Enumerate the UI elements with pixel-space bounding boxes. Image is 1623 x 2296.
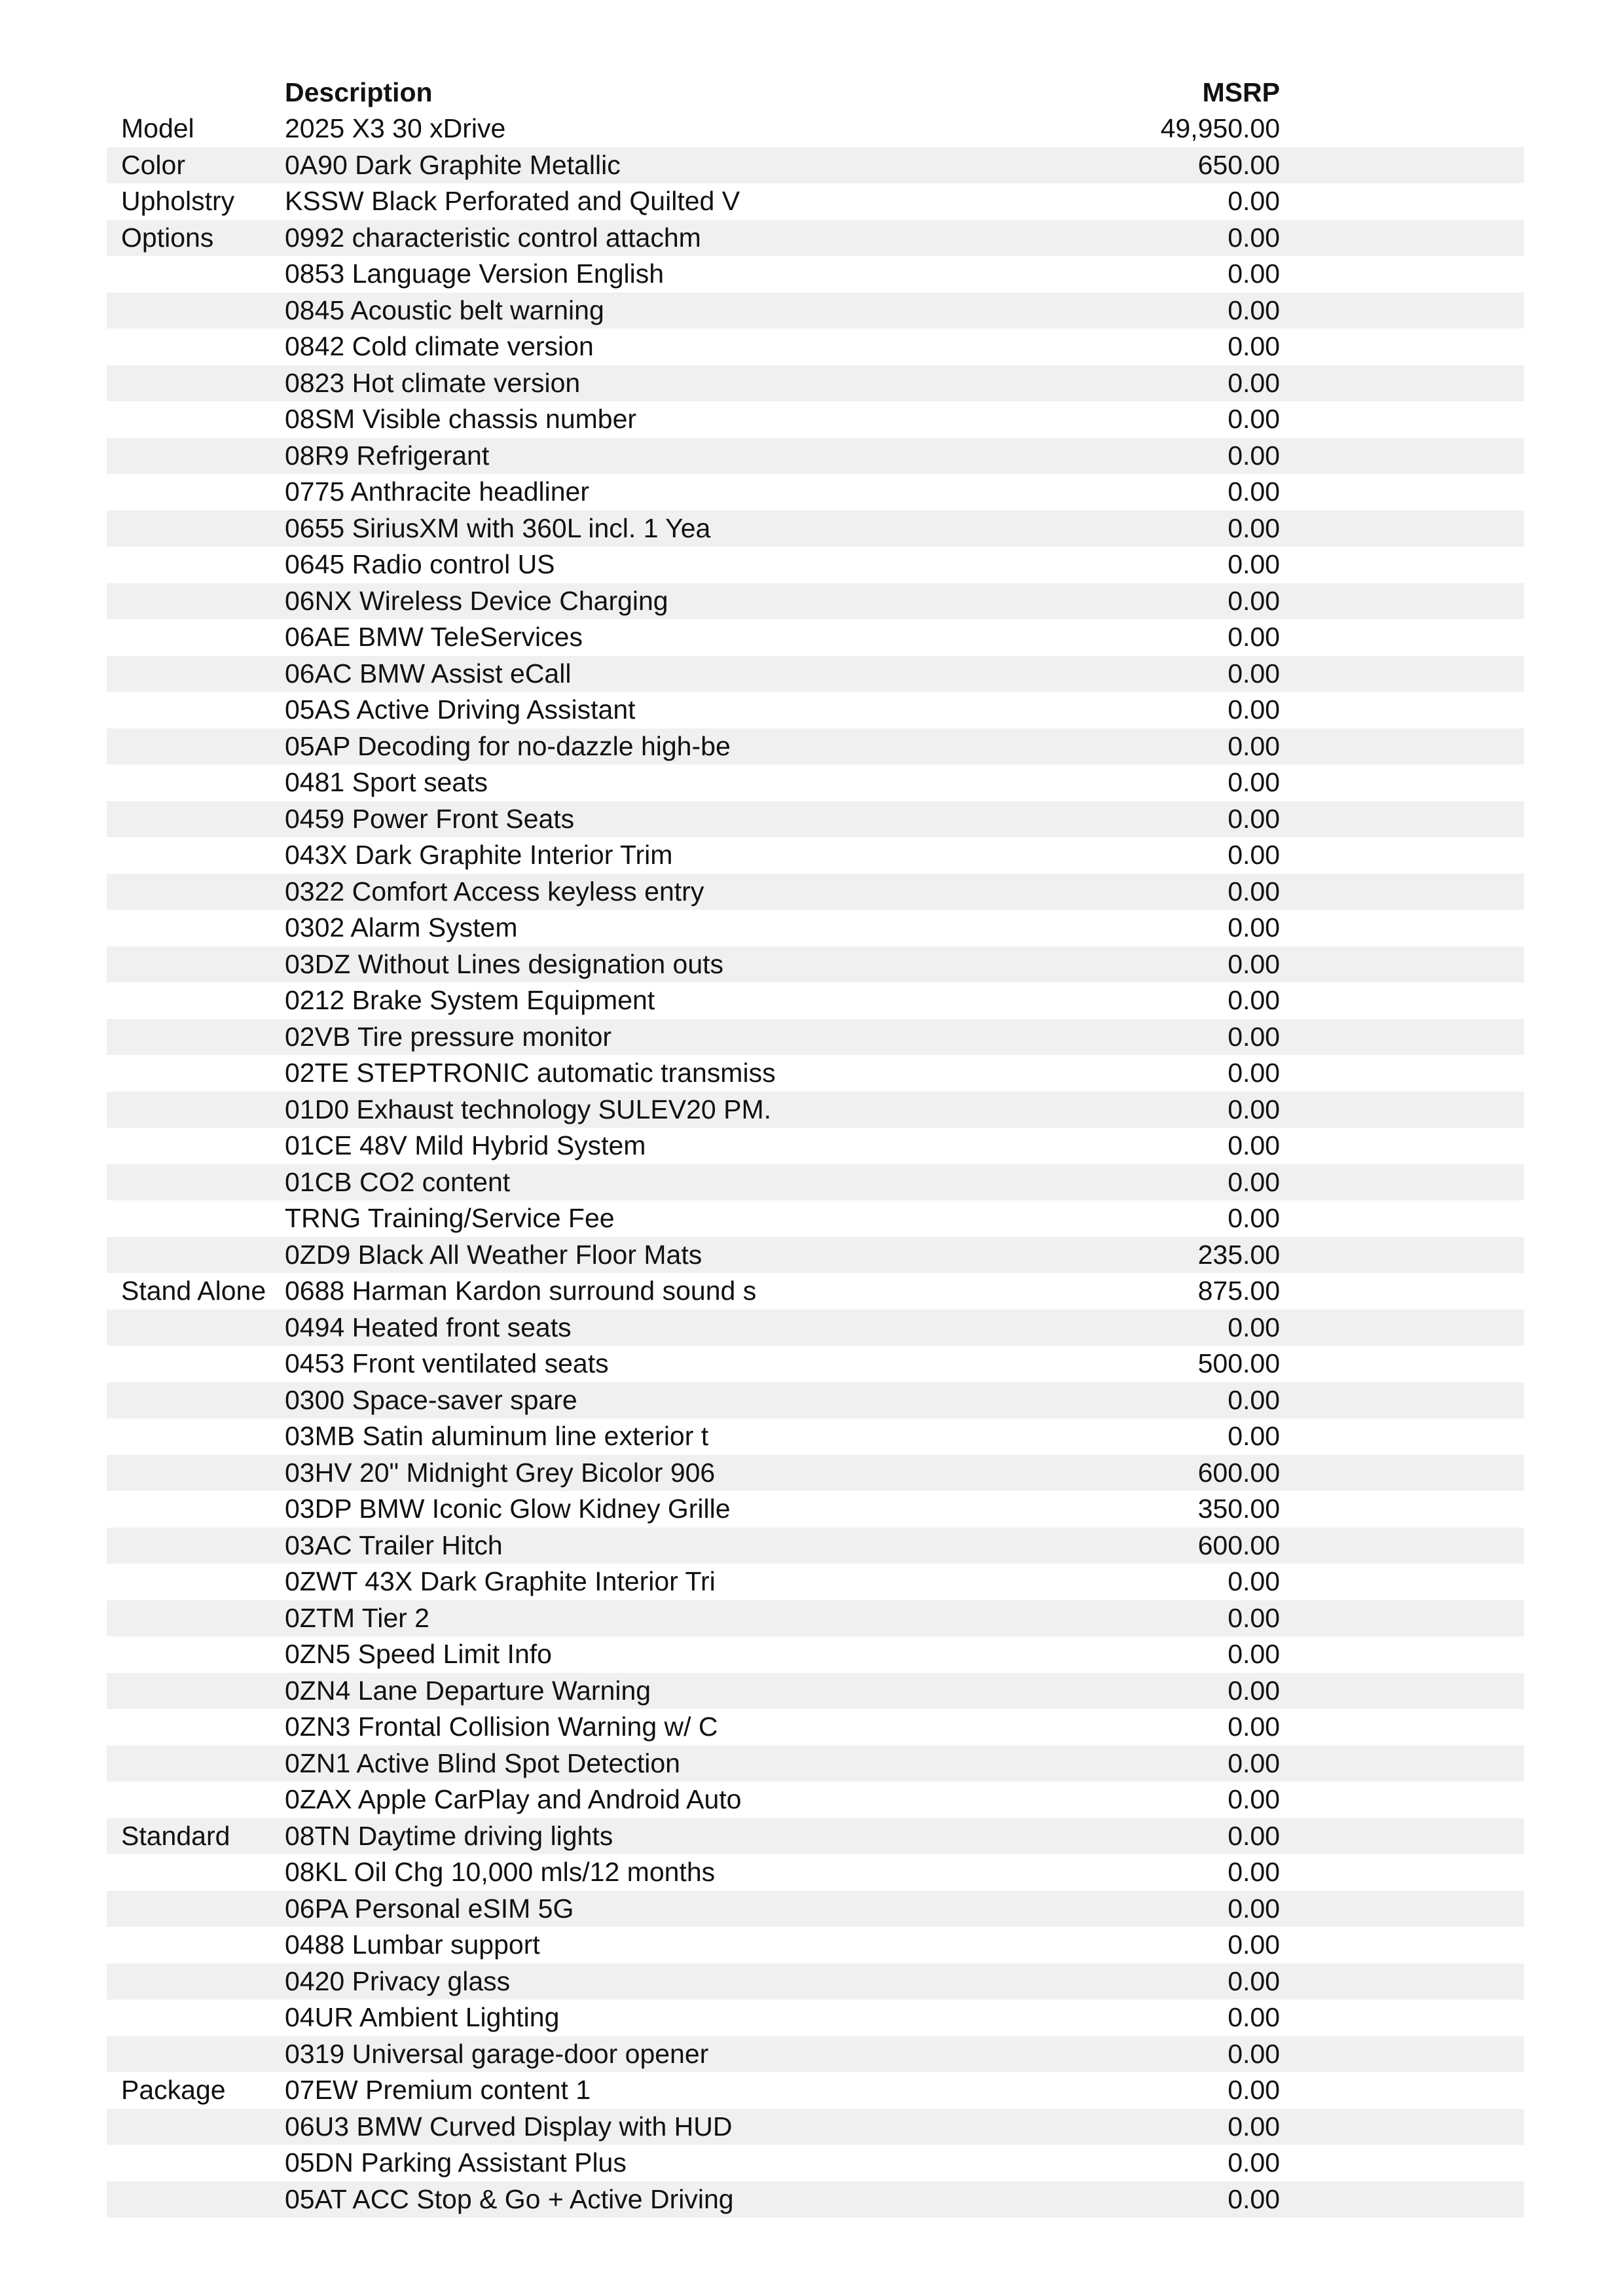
row-description: 02VB Tire pressure monitor [285,1021,612,1052]
row-msrp: 0.00 [1228,876,1280,906]
table-row [107,329,1524,365]
table-row [107,1019,1524,1056]
header-description: Description [285,77,433,107]
row-msrp: 0.00 [1228,985,1280,1015]
row-description: 0302 Alarm System [285,912,518,942]
row-description: 05AP Decoding for no-dazzle high-be [285,730,731,761]
row-msrp: 0.00 [1228,585,1280,616]
row-category: Stand Alone [121,1276,266,1306]
table-row [107,365,1524,402]
row-category: Options [121,222,214,253]
table-row [107,2072,1524,2109]
table-row [107,438,1524,475]
table-row [107,2036,1524,2073]
row-msrp: 0.00 [1228,1566,1280,1596]
row-description: 0ZAX Apple CarPlay and Android Auto [285,1784,742,1814]
row-msrp: 0.00 [1228,1166,1280,1197]
table-row [107,728,1524,765]
table-row [107,1673,1524,1710]
row-msrp: 600.00 [1197,1457,1280,1488]
row-description: 0655 SiriusXM with 360L incl. 1 Yea [285,512,711,543]
row-msrp: 0.00 [1228,1675,1280,1706]
table-row [107,764,1524,801]
row-msrp: 0.00 [1228,1929,1280,1960]
row-description: 0322 Comfort Access keyless entry [285,876,704,906]
row-description: 0645 Radio control US [285,549,555,579]
table-row [107,910,1524,946]
table-row [107,547,1524,583]
row-description: 0ZN4 Lane Departure Warning [285,1675,651,1706]
row-description: 03MB Satin aluminum line exterior t [285,1421,709,1451]
row-description: 0300 Space-saver spare [285,1384,577,1415]
row-description: KSSW Black Perforated and Quilted V [285,186,740,216]
row-description: 0420 Privacy glass [285,1965,511,1996]
row-msrp: 0.00 [1228,948,1280,979]
table-row [107,1200,1524,1237]
row-msrp: 0.00 [1228,512,1280,543]
table-row [107,1854,1524,1891]
row-description: 2025 X3 30 xDrive [285,113,506,143]
table-row [107,583,1524,620]
row-msrp: 0.00 [1228,840,1280,870]
table-row [107,837,1524,874]
row-description: 043X Dark Graphite Interior Trim [285,840,673,870]
row-msrp: 650.00 [1197,149,1280,180]
table-row [107,946,1524,983]
row-description: 0ZWT 43X Dark Graphite Interior Tri [285,1566,716,1596]
row-msrp: 0.00 [1228,694,1280,725]
row-msrp: 0.00 [1228,476,1280,507]
row-msrp: 0.00 [1228,404,1280,434]
table-row [107,1237,1524,1274]
table-row [107,1092,1524,1128]
row-msrp: 875.00 [1197,1276,1280,1306]
row-description: 04UR Ambient Lighting [285,2002,560,2032]
row-msrp: 0.00 [1228,2038,1280,2069]
table-row [107,2145,1524,2181]
row-description: 03AC Trailer Hitch [285,1530,503,1560]
row-description: 08TN Daytime driving lights [285,1820,613,1851]
table-row [107,619,1524,656]
table-row [107,874,1524,910]
row-msrp: 0.00 [1228,730,1280,761]
table-row [107,1164,1524,1201]
row-description: 06U3 BMW Curved Display with HUD [285,2111,733,2142]
row-msrp: 0.00 [1228,1421,1280,1451]
table-row [107,511,1524,547]
row-description: 0842 Cold climate version [285,331,594,361]
row-msrp: 0.00 [1228,259,1280,289]
table-row [107,1564,1524,1600]
row-description: 0A90 Dark Graphite Metallic [285,149,621,180]
row-category: Package [121,2075,226,2105]
table-row [107,1055,1524,1092]
row-description: 06AE BMW TeleServices [285,622,583,652]
table-row [107,801,1524,838]
row-description: 0453 Front ventilated seats [285,1348,609,1378]
row-msrp: 0.00 [1228,1712,1280,1742]
row-description: 0481 Sport seats [285,767,488,797]
table-row [107,401,1524,438]
row-description: 0ZN1 Active Blind Spot Detection [285,1748,680,1778]
row-msrp: 0.00 [1228,295,1280,325]
row-msrp: 0.00 [1228,549,1280,579]
row-description: 0688 Harman Kardon surround sound s [285,1276,757,1306]
table-row [107,1927,1524,1964]
table-row [107,1600,1524,1637]
row-category: Model [121,113,194,143]
row-description: 0494 Heated front seats [285,1312,572,1342]
row-description: 01CE 48V Mild Hybrid System [285,1130,646,1160]
row-description: 03DP BMW Iconic Glow Kidney Grille [285,1494,731,1524]
table-header [107,75,1524,111]
row-msrp: 0.00 [1228,1820,1280,1851]
table-row [107,1528,1524,1564]
row-msrp: 0.00 [1228,222,1280,253]
table-row [107,474,1524,511]
table-body [107,111,1524,2217]
row-description: 03HV 20" Midnight Grey Bicolor 906 [285,1457,716,1488]
row-description: 02TE STEPTRONIC automatic transmiss [285,1058,776,1088]
row-description: 0ZTM Tier 2 [285,1602,429,1633]
row-description: TRNG Training/Service Fee [285,1203,615,1233]
row-msrp: 0.00 [1228,1058,1280,1088]
row-description: 0ZN3 Frontal Collision Warning w/ C [285,1712,718,1742]
table-row [107,692,1524,728]
row-description: 06AC BMW Assist eCall [285,658,572,689]
table-row [107,1273,1524,1310]
table-row [107,1746,1524,1782]
row-description: 0ZN5 Speed Limit Info [285,1639,552,1669]
row-msrp: 235.00 [1197,1239,1280,1270]
header-msrp: MSRP [1202,77,1280,107]
row-msrp: 500.00 [1197,1348,1280,1378]
row-msrp: 0.00 [1228,440,1280,471]
row-msrp: 0.00 [1228,2111,1280,2142]
row-description: 01CB CO2 content [285,1166,511,1197]
row-msrp: 0.00 [1228,367,1280,398]
row-description: 0488 Lumbar support [285,1929,540,1960]
row-msrp: 0.00 [1228,2075,1280,2105]
row-msrp: 0.00 [1228,1639,1280,1669]
row-msrp: 0.00 [1228,1130,1280,1160]
table-row [107,2109,1524,2145]
row-category: Upholstry [121,186,235,216]
table-row [107,1491,1524,1528]
table-row [107,111,1524,147]
row-msrp: 0.00 [1228,2002,1280,2032]
table-row [107,2000,1524,2036]
row-description: 06NX Wireless Device Charging [285,585,668,616]
row-description: 08SM Visible chassis number [285,404,637,434]
row-msrp: 0.00 [1228,622,1280,652]
row-description: 05AT ACC Stop & Go + Active Driving [285,2183,734,2214]
row-msrp: 600.00 [1197,1530,1280,1560]
row-msrp: 0.00 [1228,1965,1280,1996]
table-row [107,656,1524,692]
row-msrp: 0.00 [1228,1857,1280,1887]
row-description: 0459 Power Front Seats [285,803,575,834]
row-msrp: 0.00 [1228,331,1280,361]
row-description: 07EW Premium content 1 [285,2075,591,2105]
row-category: Color [121,149,185,180]
table-row [107,1382,1524,1419]
row-msrp: 0.00 [1228,1384,1280,1415]
row-description: 08KL Oil Chg 10,000 mls/12 months [285,1857,716,1887]
row-msrp: 0.00 [1228,767,1280,797]
table-row [107,256,1524,293]
row-msrp: 0.00 [1228,1602,1280,1633]
row-description: 0853 Language Version English [285,259,665,289]
row-msrp: 0.00 [1228,1203,1280,1233]
row-msrp: 0.00 [1228,912,1280,942]
table-row [107,183,1524,220]
row-category: Standard [121,1820,230,1851]
table-row [107,1964,1524,2000]
table-row [107,1310,1524,1346]
row-description: 0823 Hot climate version [285,367,581,398]
row-description: 01D0 Exhaust technology SULEV20 PM. [285,1094,771,1124]
row-description: 0ZD9 Black All Weather Floor Mats [285,1239,702,1270]
price-table [107,75,1524,2217]
table-row [107,1782,1524,1818]
row-description: 0319 Universal garage-door opener [285,2038,709,2069]
row-msrp: 350.00 [1197,1494,1280,1524]
row-description: 0992 characteristic control attachm [285,222,701,253]
table-row [107,1455,1524,1492]
row-description: 0845 Acoustic belt warning [285,295,604,325]
table-row [107,293,1524,329]
table-row [107,1818,1524,1855]
row-msrp: 0.00 [1228,803,1280,834]
table-row [107,1636,1524,1673]
row-msrp: 0.00 [1228,658,1280,689]
row-msrp: 0.00 [1228,2147,1280,2178]
table-row [107,982,1524,1019]
table-row [107,1891,1524,1928]
row-description: 08R9 Refrigerant [285,440,490,471]
row-msrp: 0.00 [1228,2183,1280,2214]
row-msrp: 0.00 [1228,1893,1280,1924]
table-row [107,1128,1524,1164]
table-row [107,2181,1524,2218]
row-msrp: 0.00 [1228,186,1280,216]
row-msrp: 0.00 [1228,1094,1280,1124]
row-description: 03DZ Without Lines designation outs [285,948,724,979]
row-msrp: 0.00 [1228,1784,1280,1814]
table-row [107,220,1524,257]
row-description: 06PA Personal eSIM 5G [285,1893,574,1924]
row-description: 0212 Brake System Equipment [285,985,655,1015]
row-description: 05AS Active Driving Assistant [285,694,636,725]
row-description: 0775 Anthracite headliner [285,476,590,507]
table-row [107,1346,1524,1382]
row-msrp: 49,950.00 [1160,113,1280,143]
row-msrp: 0.00 [1228,1312,1280,1342]
row-msrp: 0.00 [1228,1748,1280,1778]
table-row [107,147,1524,184]
row-msrp: 0.00 [1228,1021,1280,1052]
table-row [107,1418,1524,1455]
row-description: 05DN Parking Assistant Plus [285,2147,627,2178]
table-row [107,1709,1524,1746]
